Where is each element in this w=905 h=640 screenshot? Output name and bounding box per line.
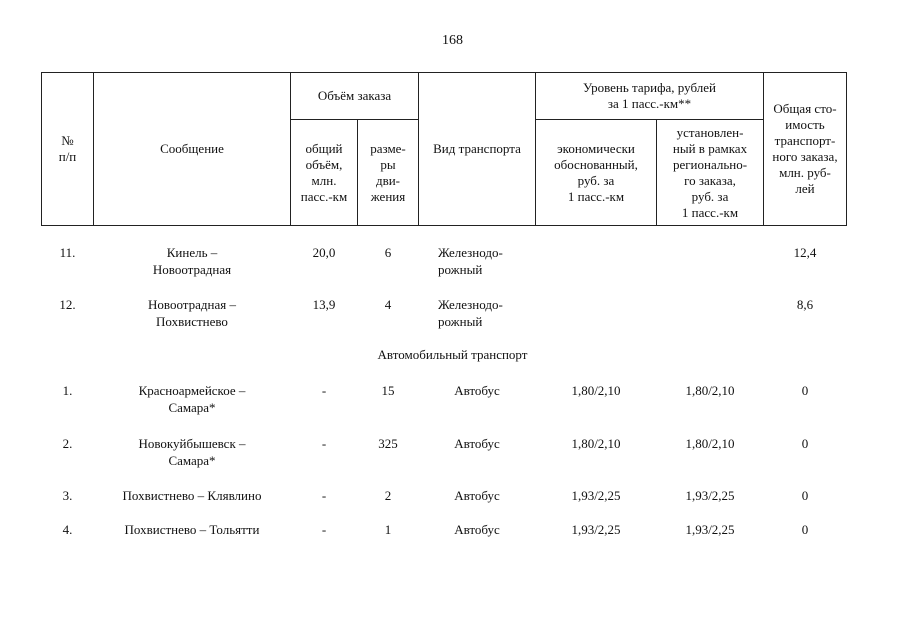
row-transport-type: Железнодо- рожный — [438, 245, 503, 277]
row-frequency: 4 — [384, 297, 392, 312]
row-transport-type: Железнодо- рожный — [438, 297, 503, 329]
row-frequency: 15 — [381, 383, 395, 398]
row-tariff-reg: 1,80/2,10 — [685, 436, 735, 451]
row-cost: 0 — [801, 436, 809, 451]
row-tariff-reg: 1,80/2,10 — [685, 383, 735, 398]
header-tariff-group: Уровень тарифа, рублей за 1 пасс.-км** — [583, 79, 716, 111]
row-cost: 0 — [801, 522, 809, 537]
row-num: 12. — [59, 297, 76, 312]
row-volume: - — [321, 488, 327, 503]
row-route: Красноармейское – Самара* — [138, 383, 246, 415]
row-volume: - — [321, 383, 327, 398]
row-volume: 13,9 — [312, 297, 336, 312]
row-volume: - — [321, 436, 327, 451]
row-num: 3. — [62, 488, 73, 503]
row-cost: 0 — [801, 488, 809, 503]
row-frequency: 2 — [384, 488, 392, 503]
row-route: Новокуйбышевск – Самара* — [138, 436, 246, 468]
row-num: 2. — [62, 436, 73, 451]
row-transport-type: Автобус — [454, 436, 500, 451]
table-header — [41, 72, 847, 226]
row-volume: - — [321, 522, 327, 537]
row-route: Похвистнево – Тольятти — [124, 522, 260, 537]
row-cost: 0 — [801, 383, 809, 398]
row-frequency: 325 — [378, 436, 398, 451]
header-route: Сообщение — [160, 140, 224, 156]
header-volume-total: общий объём, млн. пасс.-км — [300, 140, 348, 204]
row-num: 4. — [62, 522, 73, 537]
row-route: Новоотрадная – Похвистнево — [148, 297, 236, 329]
header-border-right — [846, 72, 847, 226]
row-transport-type: Автобус — [454, 522, 500, 537]
section-title: Автомобильный транспорт — [377, 347, 528, 362]
row-tariff-econ: 1,80/2,10 — [571, 436, 621, 451]
row-num: 1. — [62, 383, 73, 398]
header-tariff-economic: экономически обоснованный, руб. за 1 пасс.-км — [554, 140, 638, 204]
row-cost: 8,6 — [796, 297, 814, 312]
row-num: 11. — [59, 245, 76, 260]
row-tariff-reg: 1,93/2,25 — [685, 522, 735, 537]
row-transport-type: Автобус — [454, 383, 500, 398]
row-route: Кинель – Новоотрадная — [152, 245, 232, 277]
row-tariff-econ: 1,93/2,25 — [571, 488, 621, 503]
header-transport-type: Вид транспорта — [433, 140, 521, 156]
header-num: № п/п — [58, 132, 77, 164]
row-transport-type: Автобус — [454, 488, 500, 503]
row-frequency: 1 — [384, 522, 392, 537]
header-total-cost: Общая сто- имость транспорт- ного заказа, млн. руб- лей — [772, 100, 838, 196]
header-frequency: разме- ры дви- жения — [370, 140, 406, 204]
row-volume: 20,0 — [312, 245, 336, 260]
row-tariff-reg: 1,93/2,25 — [685, 488, 735, 503]
header-tariff-regional: установлен- ный в рамках регионально- го заказа, руб. за 1 пасс.-км — [672, 124, 748, 220]
row-frequency: 6 — [384, 245, 392, 260]
page-number: 168 — [442, 33, 463, 48]
row-tariff-econ: 1,93/2,25 — [571, 522, 621, 537]
row-route: Похвистнево – Клявлино — [122, 488, 262, 503]
header-volume-group: Объём заказа — [317, 87, 392, 103]
row-cost: 12,4 — [793, 245, 817, 260]
header-border-bottom — [41, 225, 847, 226]
row-tariff-econ: 1,80/2,10 — [571, 383, 621, 398]
